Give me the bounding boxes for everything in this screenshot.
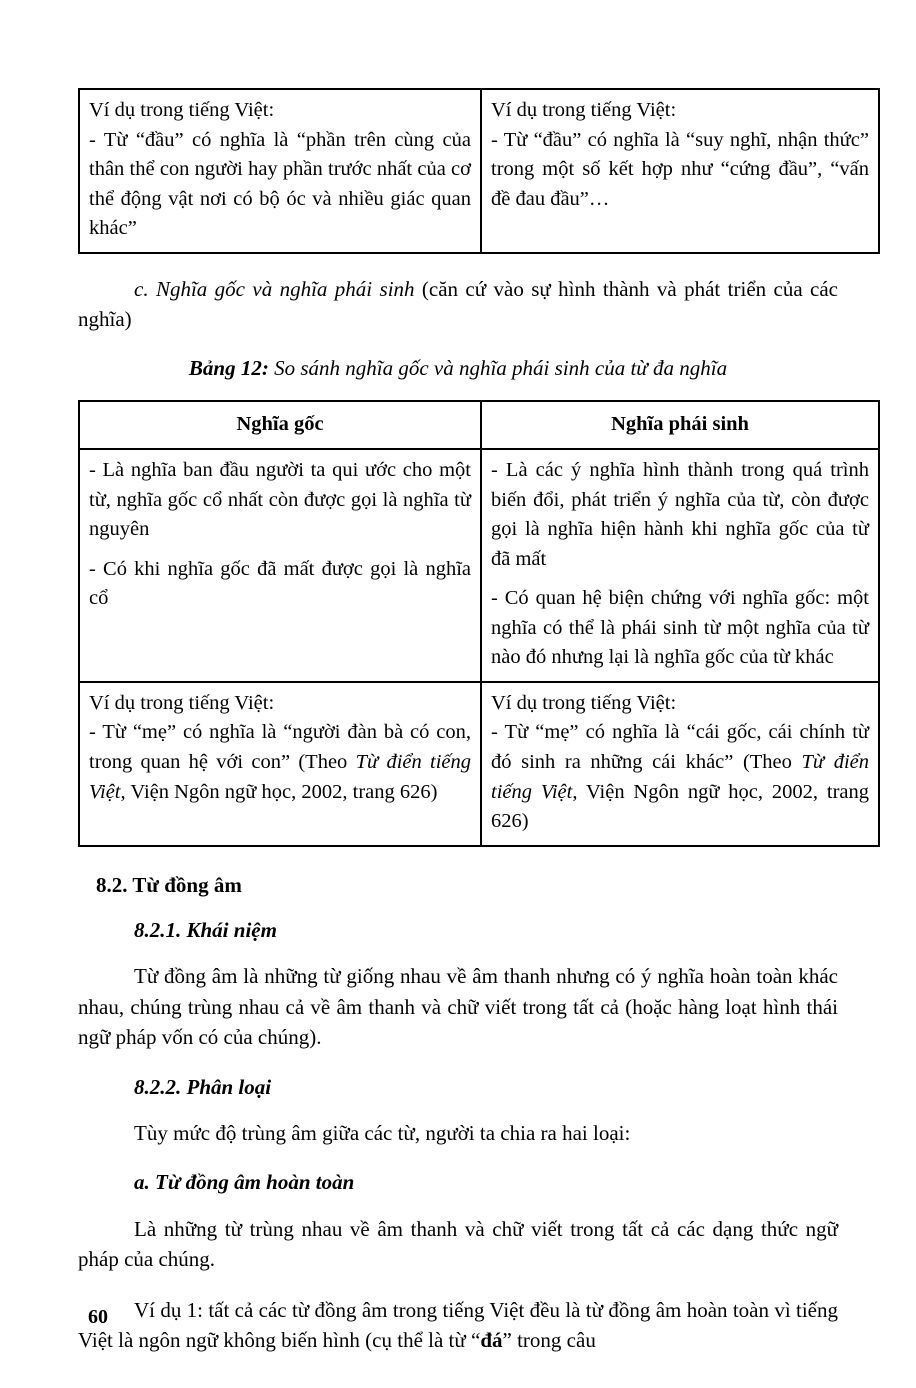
comparison-row2-cell-left (79, 682, 481, 846)
section-c-line (78, 274, 838, 335)
comparison-row2-left-body-post: , Viện Ngôn ngữ học, 2002, trang 626) (120, 780, 438, 803)
comparison-row2-right-heading: Ví dụ trong tiếng Việt: (491, 691, 677, 714)
comparison-row1-left-item-2: - Có khi nghĩa gốc đã mất được gọi là nghĩa cổ (89, 557, 471, 610)
comparison-row1-right-item-2: - Có quan hệ biện chứng với nghĩa gốc: một nghĩa có thể là phái sinh từ một nghĩa của từ nào đó nhưng lại là nghĩa gốc của từ khác (491, 587, 869, 669)
example-1-post: ” trong câu (502, 1328, 596, 1353)
comparison-row2-right-body-post: , Viện Ngôn ngữ học, 2002, trang 626) (491, 780, 869, 833)
example-table-cell-left (79, 89, 481, 253)
paragraph-item-a: Là những từ trùng nhau về âm thanh và chữ viết trong tất cả các dạng thức ngữ pháp của chúng. (78, 1216, 838, 1272)
comparison-header-right: Nghĩa phái sinh (481, 401, 879, 450)
table-row (79, 89, 879, 253)
comparison-table (78, 400, 880, 847)
example-1-bold-term: đá (480, 1328, 503, 1353)
table-caption (78, 354, 838, 383)
spacer (78, 847, 838, 871)
table-row (79, 682, 879, 846)
spacer (78, 1275, 838, 1295)
comparison-row2-left-body (89, 718, 471, 807)
heading-8-2-2: 8.2.2. Phân loại (134, 1074, 272, 1099)
example-right-body: - Từ “đầu” có nghĩa là “suy nghĩ, nhận thức” trong một số kết hợp như “cứng đầu”, “vấn đề đau đầu”… (491, 128, 869, 210)
example-1-pre: Ví dụ 1: tất cả các từ đồng âm trong tiếng Việt đều là từ đồng âm hoàn toàn vì tiếng Việt là ngôn ngữ không biến hình (cụ thể là từ “ (78, 1297, 838, 1353)
table-caption-text: So sánh nghĩa gốc và nghĩa phái sinh của từ đa nghĩa (268, 356, 728, 381)
comparison-row1-cell-right (481, 449, 879, 682)
spacer (78, 900, 838, 916)
spacer (78, 254, 838, 274)
heading-8-2: 8.2. Từ đồng âm (96, 872, 242, 897)
table-row (79, 449, 879, 682)
spacer (78, 1148, 838, 1168)
comparison-row2-left-heading: Ví dụ trong tiếng Việt: (89, 691, 275, 714)
comparison-row2-left-source: Từ điển tiếng Việt (89, 751, 471, 803)
paragraph-example-1 (78, 1295, 838, 1356)
spacer (78, 945, 838, 961)
comparison-row2-left-body-pre: - Từ “mẹ” có nghĩa là “người đàn bà có con, trong quan hệ với con” (Theo (89, 721, 471, 773)
spacer (78, 334, 838, 354)
spacer (78, 1198, 838, 1214)
example-right-heading: Ví dụ trong tiếng Việt: (491, 99, 677, 121)
page-number: 60 (88, 1306, 108, 1328)
spacer (78, 384, 838, 400)
table-caption-label: Bảng 12: (188, 356, 269, 381)
comparison-row2-right-body-pre: - Từ “mẹ” có nghĩa là “cái gốc, cái chính từ đó sinh ra những cái khác” (Theo (491, 721, 869, 773)
comparison-row2-cell-right (481, 682, 879, 846)
paragraph-8-2-2: Tùy mức độ trùng âm giữa các từ, người ta chia ra hai loại: (134, 1121, 631, 1146)
section-c-label: c. Nghĩa gốc và nghĩa phái sinh (134, 276, 415, 301)
section-c-rest: (căn cứ vào sự hình thành và phát triển của các nghĩa) (78, 276, 839, 332)
example-table-cell-right (481, 89, 879, 253)
comparison-row1-right-item-1: - Là các ý nghĩa hình thành trong quá trình biến đổi, phát triển ý nghĩa của từ, còn được gọi là nghĩa hiện hành khi nghĩa gốc của từ đã mất (491, 459, 869, 570)
spacer (78, 1053, 838, 1073)
page-content (78, 88, 869, 1356)
comparison-row1-cell-left (79, 449, 481, 682)
comparison-row1-left-item-1: - Là nghĩa ban đầu người ta qui ước cho một từ, nghĩa gốc cổ nhất còn được gọi là nghĩa từ nguyên (89, 459, 471, 541)
spacer (78, 1102, 838, 1118)
comparison-row2-right-body (491, 718, 869, 836)
heading-8-2-1: 8.2.1. Khái niệm (134, 917, 277, 942)
example-left-heading: Ví dụ trong tiếng Việt: (89, 99, 275, 121)
comparison-row2-right-source: Từ điển tiếng Việt (491, 751, 869, 803)
table-header-row (79, 401, 879, 450)
example-table (78, 88, 880, 254)
comparison-header-left: Nghĩa gốc (79, 401, 481, 450)
heading-item-a: a. Từ đồng âm hoàn toàn (134, 1170, 355, 1195)
paragraph-8-2-1: Từ đồng âm là những từ giống nhau về âm thanh nhưng có ý nghĩa hoàn toàn khác nhau, chúng trùng nhau cả về âm thanh và chữ viết trong tất cả (hoặc hàng loạt hình thái ngữ pháp vốn có của chúng). (78, 964, 838, 1050)
example-left-body: - Từ “đầu” có nghĩa là “phần trên cùng của thân thể con người hay phần trước nhất của cơ thể động vật nơi có bộ óc và nhiều giác quan khác” (89, 128, 471, 240)
